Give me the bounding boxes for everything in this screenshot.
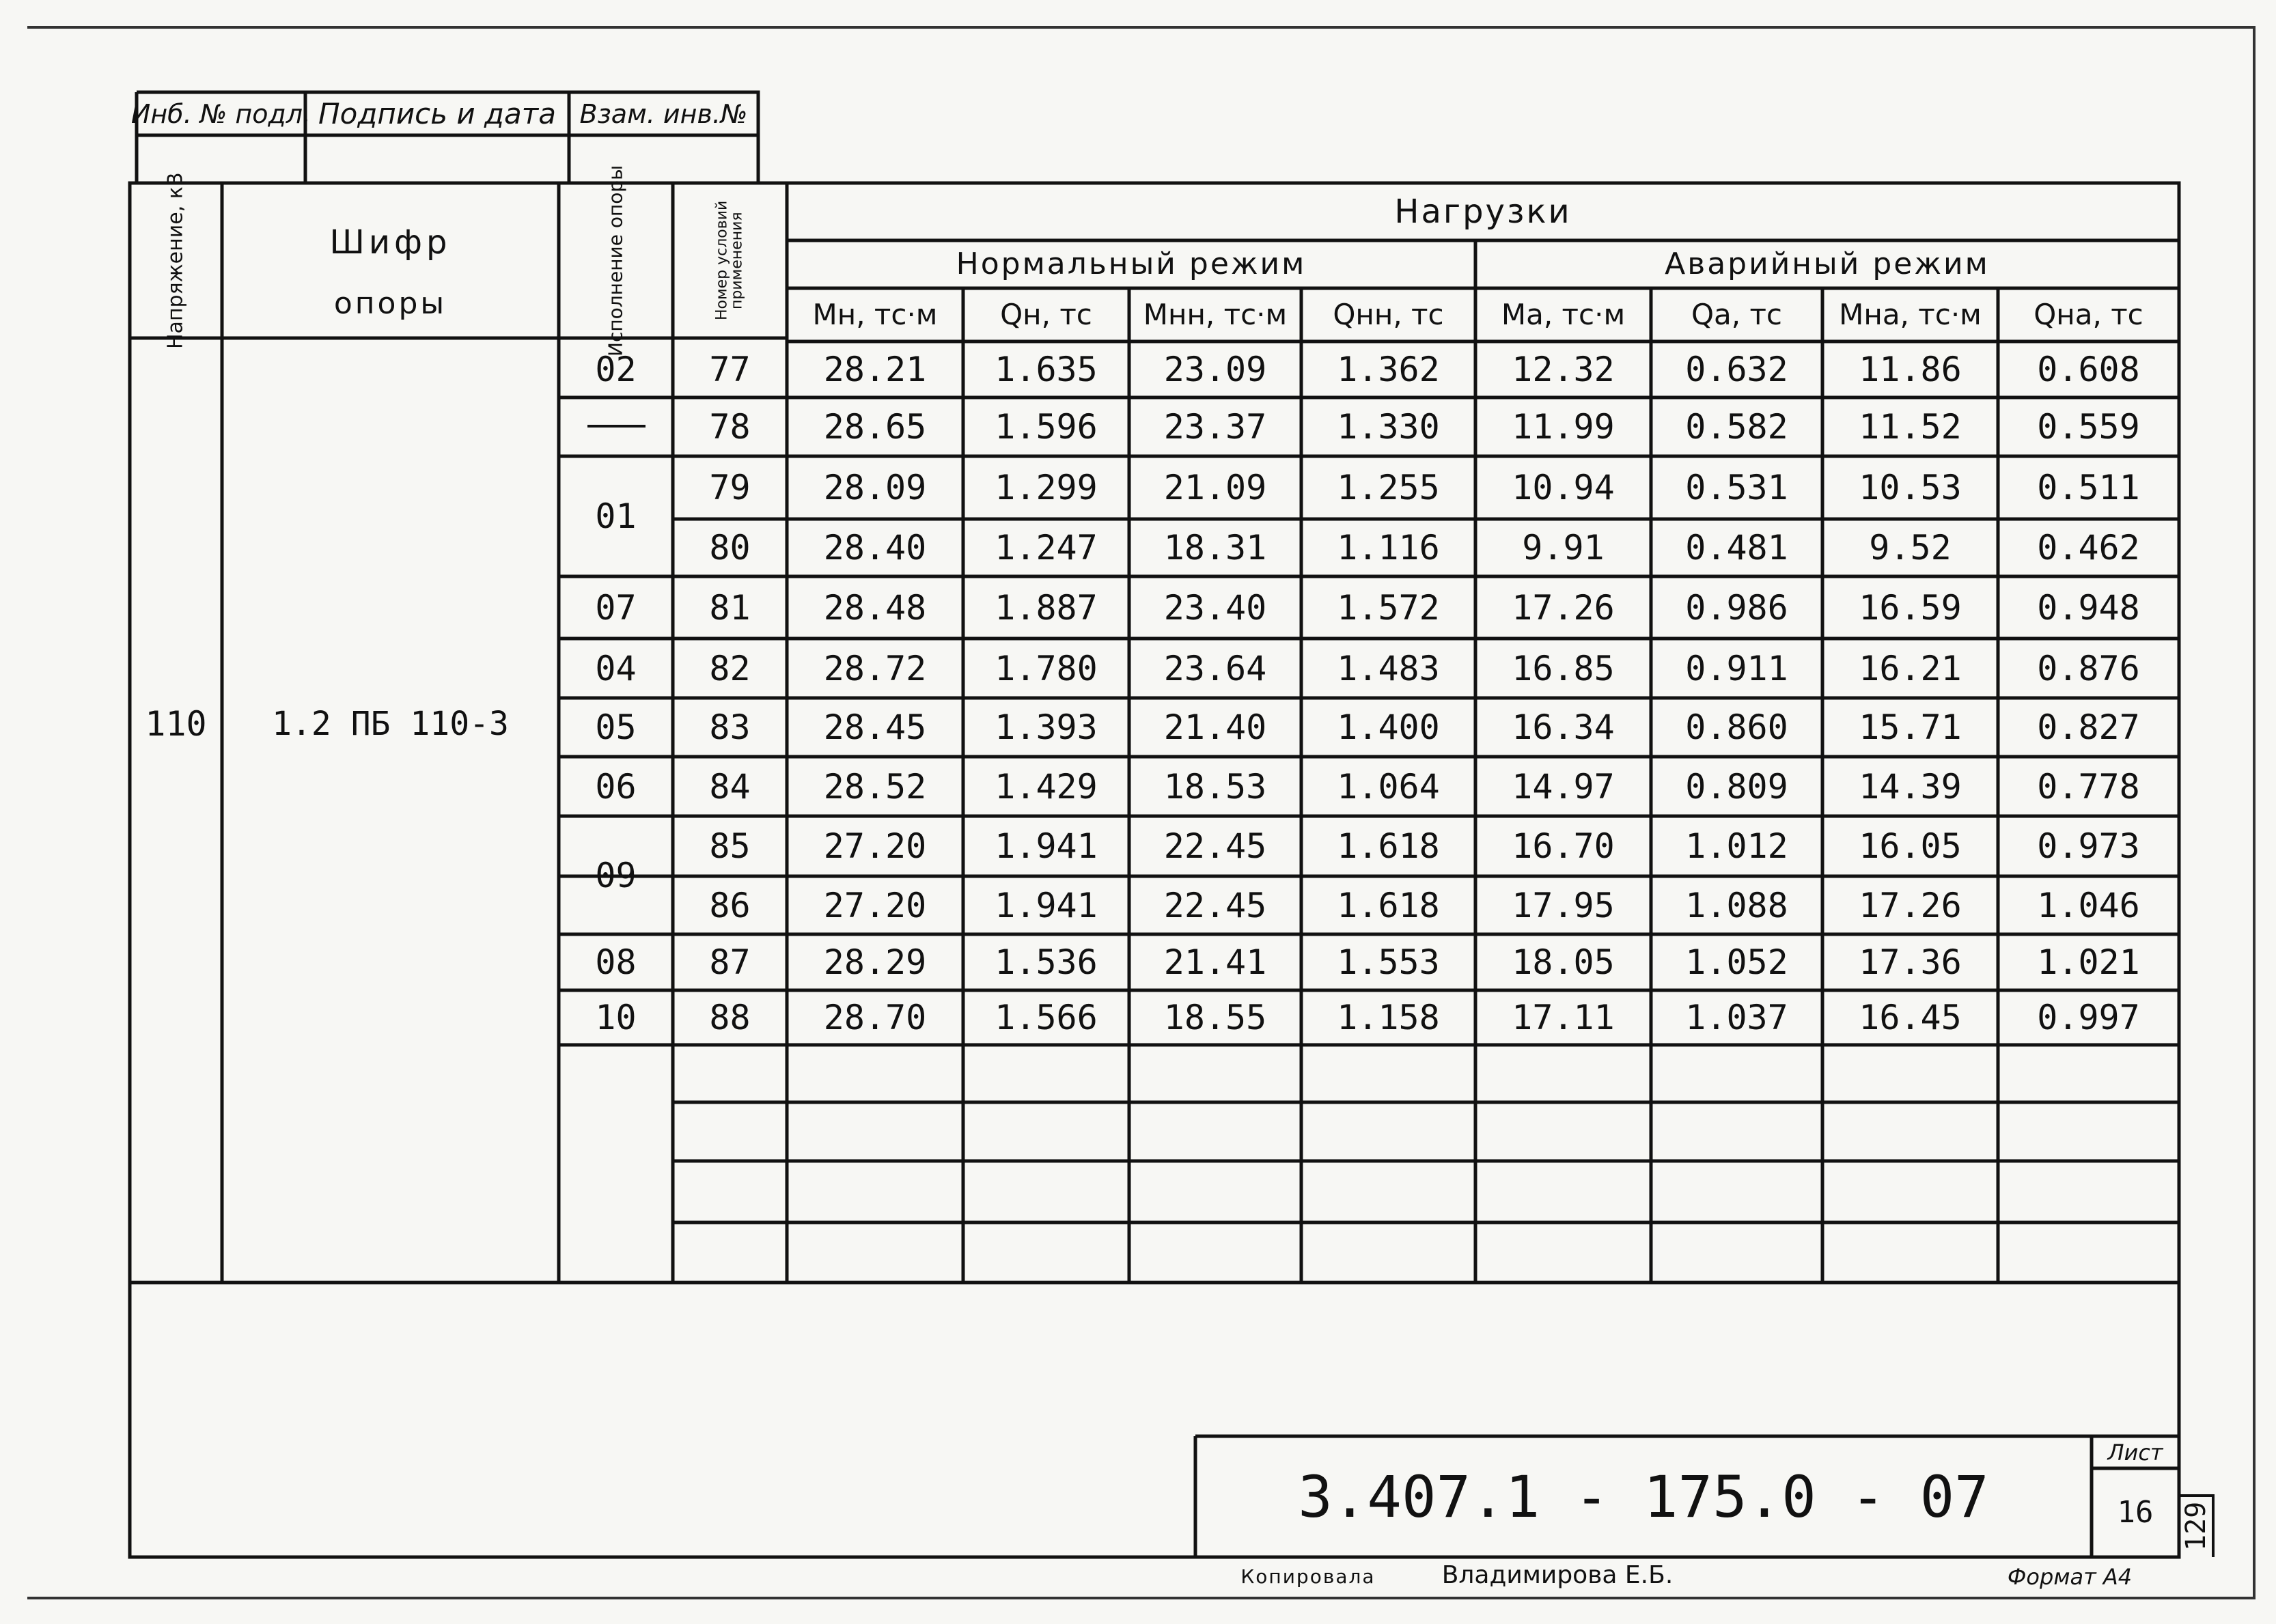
load-value-cell: 0.481 <box>1685 528 1788 568</box>
load-value-cell: 16.45 <box>1859 998 1962 1037</box>
load-value-cell: 0.973 <box>2037 826 2140 866</box>
load-value-cell: 0.632 <box>1685 350 1788 389</box>
load-value-cell: 17.95 <box>1512 885 1615 925</box>
load-value-cell: 1.596 <box>995 407 1098 447</box>
load-value-cell: 16.59 <box>1859 587 1962 628</box>
load-value-cell: 1.553 <box>1337 942 1440 982</box>
load-value-cell: 10.94 <box>1512 468 1615 507</box>
load-value-cell: 1.429 <box>995 766 1098 807</box>
load-value-cell: 22.45 <box>1163 826 1267 866</box>
load-value-cell: 17.26 <box>1512 587 1615 628</box>
cipher-value: 1.2 ПБ 110-3 <box>272 705 509 743</box>
load-value-cell: 12.32 <box>1512 350 1615 389</box>
load-value-cell: 16.21 <box>1859 648 1962 688</box>
page-number: 129 <box>2180 1501 2212 1552</box>
stamp-vzam-inv: Взам. инв.№ <box>579 98 748 129</box>
execution-cell: 07 <box>595 587 637 628</box>
load-value-cell: 0.511 <box>2037 468 2140 507</box>
load-value-cell: 1.116 <box>1337 528 1440 568</box>
load-value-cell: 28.65 <box>823 407 927 447</box>
load-value-cell: 28.48 <box>823 587 927 628</box>
condition-number-cell: 81 <box>709 587 751 628</box>
load-value-cell: 0.778 <box>2037 766 2140 807</box>
load-value-cell: 1.536 <box>995 942 1098 982</box>
load-value-cell: 9.91 <box>1522 528 1605 568</box>
load-value-cell: 0.860 <box>1685 708 1788 747</box>
col-header-q-emergency-n: Qна, тс <box>2034 298 2143 331</box>
load-value-cell: 1.158 <box>1337 998 1440 1037</box>
load-value-cell: 1.088 <box>1685 885 1788 925</box>
load-value-cell: 0.876 <box>2037 648 2140 688</box>
load-value-cell: 18.55 <box>1163 998 1267 1037</box>
execution-cell: 08 <box>595 942 637 982</box>
load-value-cell: 1.012 <box>1685 826 1788 866</box>
sheet-number: 16 <box>2117 1495 2154 1530</box>
load-value-cell: 16.70 <box>1512 826 1615 866</box>
load-value-cell: 1.483 <box>1337 648 1440 688</box>
condition-number-cell: 78 <box>709 407 751 447</box>
load-value-cell: 28.52 <box>823 766 927 807</box>
load-value-cell: 17.11 <box>1512 998 1615 1037</box>
load-value-cell: 1.046 <box>2037 885 2140 925</box>
load-value-cell: 1.362 <box>1337 350 1440 389</box>
load-value-cell: 1.299 <box>995 468 1098 507</box>
load-value-cell: 1.052 <box>1685 942 1788 982</box>
load-value-cell: 1.037 <box>1685 998 1788 1037</box>
load-value-cell: 28.29 <box>823 942 927 982</box>
load-value-cell: 22.45 <box>1163 885 1267 925</box>
load-value-cell: 28.09 <box>823 468 927 507</box>
col-header-m-emergency: Mа, тс·м <box>1501 298 1626 331</box>
load-value-cell: 0.559 <box>2037 407 2140 447</box>
load-value-cell: 0.948 <box>2037 587 2140 628</box>
sheet-label: Лист <box>2107 1439 2163 1466</box>
execution-cell: 09 <box>595 855 637 895</box>
load-value-cell: 1.635 <box>995 350 1098 389</box>
condition-number-cell: 79 <box>709 468 751 507</box>
load-value-cell: 14.39 <box>1859 766 1962 807</box>
load-value-cell: 0.986 <box>1685 587 1788 628</box>
load-value-cell: 0.911 <box>1685 648 1788 688</box>
load-value-cell: 27.20 <box>823 885 927 925</box>
load-value-cell: 21.40 <box>1163 708 1267 747</box>
load-value-cell: 11.99 <box>1512 407 1615 447</box>
load-value-cell: 1.255 <box>1337 468 1440 507</box>
header-condition-number: Номер условий применения <box>713 200 746 321</box>
header-cipher: Шифр <box>329 223 452 262</box>
load-value-cell: 28.45 <box>823 708 927 747</box>
load-value-cell: 18.05 <box>1512 942 1615 982</box>
load-value-cell: 1.780 <box>995 648 1098 688</box>
load-value-cell: 18.53 <box>1163 766 1267 807</box>
load-value-cell: 9.52 <box>1869 528 1952 568</box>
col-header-q-normal: Qн, тс <box>1000 298 1092 331</box>
load-value-cell: 10.53 <box>1859 468 1962 507</box>
header-loads: Нагрузки <box>1394 193 1572 231</box>
format-label: Формат А4 <box>2007 1564 2133 1590</box>
load-value-cell: 1.566 <box>995 998 1098 1037</box>
condition-number-cell: 77 <box>709 350 751 389</box>
execution-cell: 04 <box>595 648 637 688</box>
load-value-cell: 0.809 <box>1685 766 1788 807</box>
load-value-cell: 1.247 <box>995 528 1098 568</box>
condition-number-cell: 84 <box>709 766 751 807</box>
load-value-cell: 1.021 <box>2037 942 2140 982</box>
condition-number-cell: 83 <box>709 708 751 747</box>
header-normal-mode: Нормальный режим <box>956 247 1307 281</box>
load-value-cell: 23.64 <box>1163 648 1267 688</box>
load-value-cell: 1.064 <box>1337 766 1440 807</box>
stamp-signature-date: Подпись и дата <box>318 96 556 130</box>
voltage-value: 110 <box>145 704 207 744</box>
copied-by: Владимирова Е.Б. <box>1441 1561 1674 1589</box>
load-value-cell: 28.21 <box>823 350 927 389</box>
load-value-cell: 23.40 <box>1163 587 1267 628</box>
load-value-cell: 1.330 <box>1337 407 1440 447</box>
load-value-cell: 0.582 <box>1685 407 1788 447</box>
header-voltage: Напряжение, кВ <box>163 172 188 349</box>
document-number: 3.407.1 - 175.0 - 07 <box>1298 1463 1989 1530</box>
load-value-cell: 1.618 <box>1337 885 1440 925</box>
col-header-m-normal: Mн, тс·м <box>812 298 938 331</box>
load-value-cell: 21.09 <box>1163 468 1267 507</box>
load-value-cell: 23.09 <box>1163 350 1267 389</box>
execution-cell: 05 <box>595 708 637 747</box>
load-value-cell: 27.20 <box>823 826 927 866</box>
execution-cell: 01 <box>595 496 637 536</box>
condition-number-cell: 80 <box>709 528 751 568</box>
load-value-cell: 11.86 <box>1859 350 1962 389</box>
load-value-cell: 0.462 <box>2037 528 2140 568</box>
col-header-m-normal-n: Mнн, тс·м <box>1143 298 1288 331</box>
col-header-q-emergency: Qа, тс <box>1691 298 1783 331</box>
load-value-cell: 0.608 <box>2037 350 2140 389</box>
load-value-cell: 16.34 <box>1512 708 1615 747</box>
load-value-cell: 1.393 <box>995 708 1098 747</box>
col-header-q-normal-n: Qнн, тс <box>1333 298 1444 331</box>
load-value-cell: 28.40 <box>823 528 927 568</box>
load-value-cell: 0.827 <box>2037 708 2140 747</box>
load-value-cell: 28.70 <box>823 998 927 1037</box>
load-value-cell: 1.618 <box>1337 826 1440 866</box>
load-value-cell: 16.85 <box>1512 648 1615 688</box>
load-value-cell: 23.37 <box>1163 407 1267 447</box>
header-emergency-mode: Аварийный режим <box>1665 247 1990 281</box>
copied-label: Копировала <box>1240 1565 1376 1588</box>
condition-number-cell: 85 <box>709 826 751 866</box>
col-header-m-emergency-n: Mна, тс·м <box>1839 298 1982 331</box>
load-value-cell: 1.572 <box>1337 587 1440 628</box>
load-value-cell: 1.941 <box>995 885 1098 925</box>
condition-number-cell: 87 <box>709 942 751 982</box>
load-value-cell: 15.71 <box>1859 708 1962 747</box>
load-value-cell: 1.941 <box>995 826 1098 866</box>
load-value-cell: 28.72 <box>823 648 927 688</box>
load-value-cell: 14.97 <box>1512 766 1615 807</box>
load-value-cell: 17.26 <box>1859 885 1962 925</box>
load-value-cell: 0.531 <box>1685 468 1788 507</box>
load-value-cell: 0.997 <box>2037 998 2140 1037</box>
execution-cell: 06 <box>595 766 637 807</box>
load-value-cell: 1.400 <box>1337 708 1440 747</box>
header-cipher-line2: опоры <box>333 286 447 321</box>
condition-number-cell: 88 <box>709 998 751 1037</box>
execution-cell: 10 <box>595 998 637 1037</box>
load-value-cell: 1.887 <box>995 587 1098 628</box>
header-execution: Исполнение опоры <box>604 165 627 356</box>
load-value-cell: 18.31 <box>1163 528 1267 568</box>
load-value-cell: 16.05 <box>1859 826 1962 866</box>
execution-cell: 02 <box>595 350 637 389</box>
load-value-cell: 21.41 <box>1163 942 1267 982</box>
condition-number-cell: 86 <box>709 885 751 925</box>
condition-number-cell: 82 <box>709 648 751 688</box>
load-value-cell: 17.36 <box>1859 942 1962 982</box>
load-value-cell: 11.52 <box>1859 407 1962 447</box>
stamp-inv-podl: Инб. № подл. <box>130 98 311 129</box>
